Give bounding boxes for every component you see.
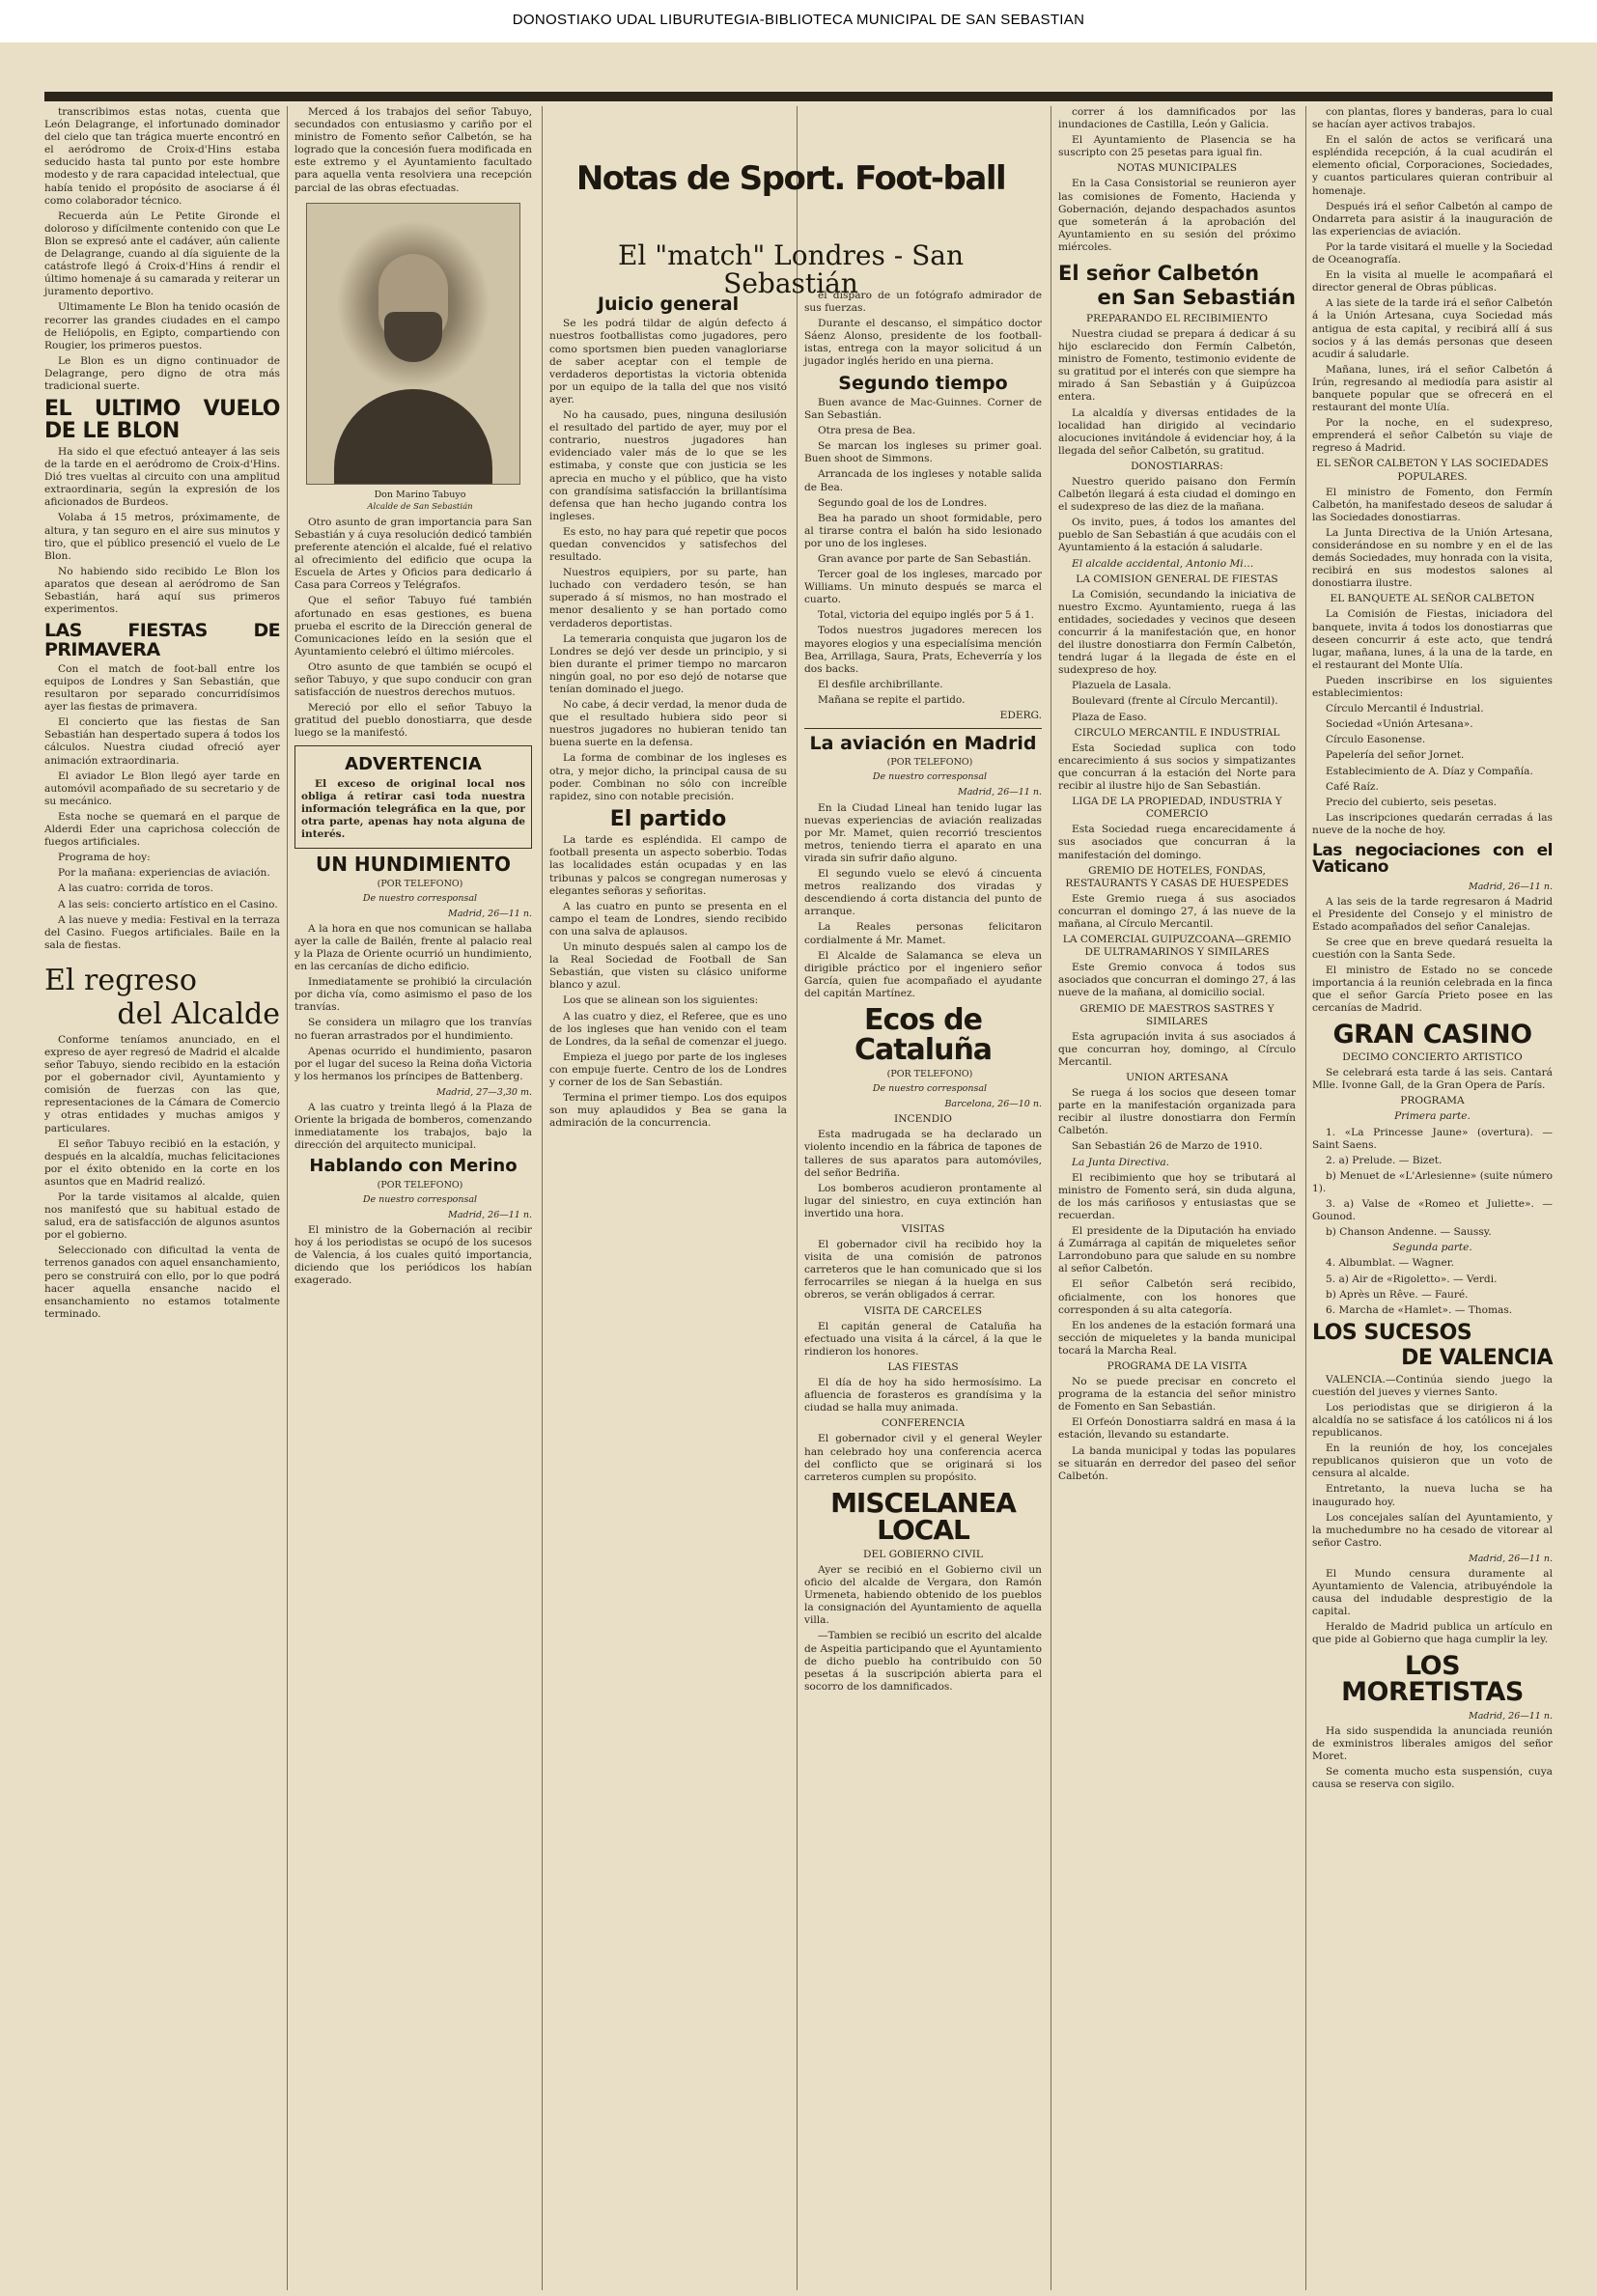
list-item: Papelería del señor Jornet. [1326, 749, 1465, 762]
section-segundo-tiempo: Segundo tiempo [838, 372, 1008, 394]
subsection-heading: INCENDIO [894, 1113, 952, 1126]
top-rule [44, 92, 1553, 101]
article-text: Durante el descanso, el simpático doctor Sáenz Alonso, presidente de los football-istas, entrega con la mayor solicitud á un jugador inglés herido en una pierna. [804, 318, 1042, 368]
program-item: A las nueve y media: Festival en la terraza del Casino. Fuegos artificiales. Baile en la sala de fiestas. [44, 913, 280, 951]
dateline: San Sebastián 26 de Marzo de 1910. [1072, 1140, 1263, 1153]
program-part: Primera parte. [1394, 1110, 1471, 1123]
subsection-heading: UNION ARTESANA [1126, 1072, 1228, 1083]
article-text: El ministro de Fomento, don Fermín Calbetón, ha manifestado deseos de saludar á las Sociedades donostiarras. [1312, 486, 1553, 523]
article-signature: El alcalde accidental, Antonio Mi… [1072, 557, 1254, 570]
headline-alcalde: del Alcalde [117, 997, 280, 1032]
subsection-heading: VISITAS [901, 1223, 945, 1235]
article-text: El señor Tabuyo recibió en la estación, y después en la alcaldía, muchas felicitaciones por el éxito obtenido en la corte en los asuntos que en Madrid realizó. [44, 1137, 280, 1188]
article-text: VALENCIA.—Continúa siendo juego la cuestión del jueves y viernes Santo. [1312, 1373, 1553, 1398]
article-text: La forma de combinar de los ingleses es otra, y mejor dicho, la principal causa de su poder. Combinan no sólo con increíble rapidez, sino con notable precisión. [549, 752, 787, 802]
headline-merino: Hablando con Merino [309, 1156, 518, 1177]
article-text: A las cuatro y diez, el Referee, que es uno de los ingleses que han venido con el team de Londres, da la señal de comenzar el juego. [549, 1010, 788, 1048]
article-text: El aviador Le Blon llegó ayer tarde en automóvil acompañado de su secretario y de su mecánico. [44, 770, 280, 807]
match-note: Total, victoria del equipo inglés por 5 á 1. [818, 609, 1034, 622]
article-text: Esta noche se quemará en el parque de Alderdi Eder una caprichosa colección de fuegos artificiales. [44, 810, 280, 849]
portrait-role: Alcalde de San Sebastián [367, 501, 473, 512]
program-item: Por la mañana: experiencias de aviación. [58, 867, 270, 880]
program-item: b) Après un Rêve. — Fauré. [1326, 1288, 1469, 1301]
subsection-heading: PREPARANDO EL RECIBIMIENTO [1086, 312, 1268, 324]
article-text: En la Casa Consistorial se reunieron ayer las comisiones de Fomento, Hacienda y Gobernación, dejando despachados asuntos que someterán á la aprobación del Ayuntamiento en su sesión del próximo miércoles. [1058, 178, 1296, 253]
portrait-figure [334, 389, 492, 484]
program-heading: Programa de hoy: [58, 852, 151, 864]
list-item: Círculo Easonense. [1326, 734, 1426, 746]
subheadline-match: El "match" Londres - San Sebastián [617, 239, 965, 300]
byline-corresponsal: De nuestro corresponsal [872, 771, 988, 783]
article-text: A las seis de la tarde regresaron á Madrid el Presidente del Consejo y el ministro de Estado acompañados del señor Canalejas. [1312, 895, 1553, 933]
article-text: La Junta Directiva de la Unión Artesana, considerándose en su nombre y en el de las demás Sociedades, muy honrada con la visita, recibirá en sus modestos salones al donostiarra ilustre. [1312, 526, 1553, 590]
section-el-partido: El partido [609, 806, 727, 831]
article-text: A las cuatro en punto se presenta en el campo el team de Londres, siendo recibido con una salva de aplausos. [549, 900, 787, 938]
article-text: Después irá el señor Calbetón al campo de Ondarreta para asistir á la inauguración de las experiencias de aviación. [1312, 200, 1553, 238]
byline-telefono: (POR TELEFONO) [377, 878, 463, 889]
article-text: Os invito, pues, á todos los amantes del pueblo de San Sebastián á que acudáis con el Ayuntamiento á la estación á saludarle. [1058, 517, 1296, 554]
article-text: Mereció por ello el señor Tabuyo la gratitud del pueblo donostiarra, que desde luego se la manifestó. [294, 702, 532, 740]
article-text: Volaba á 15 metros, próximamente, de altura, y tan seguro en el aire sus minutos y tiro, que el público presenció el vuelo de Le Blon. [44, 512, 280, 562]
program-item: 4. Albumblat. — Wagner. [1326, 1257, 1455, 1270]
headline-spacer [804, 106, 1042, 290]
article-text: Recuerda aún Le Petite Gironde el doloroso y difícilmente contenido con que Le Blon se expresó ante el cadáver, aún caliente de Delagrange, cuando al día siguiente de la catástrofe llegó á Croix-d'Hins á rendir el último homenaje á su camarada y reiterar un juramento deportivo. [44, 210, 280, 298]
article-signature: EDERG. [999, 710, 1042, 721]
dateline: Barcelona, 26—10 n. [944, 1099, 1042, 1110]
article-text: En los andenes de la estación formará una sección de miqueletes y la banda municipal tocará la Marcha Real. [1058, 1319, 1296, 1357]
list-item: Plaza de Easo. [1072, 711, 1147, 723]
headline-vaticano: Las negociaciones con el Vaticano [1312, 840, 1553, 878]
byline-telefono: (POR TELEFONO) [377, 1179, 463, 1190]
portrait-beard [384, 312, 442, 362]
article-text: Los concejales salían del Ayuntamiento, y la muchedumbre no ha cesado de vitorear al señor Castro. [1312, 1511, 1553, 1549]
article-text: Inmediatamente se prohibió la circulación por dicha vía, como asimismo el paso de los tranvías. [294, 976, 532, 1014]
columns [44, 106, 1553, 2290]
program-part: Segunda parte. [1392, 1242, 1472, 1254]
program-item: 1. «La Princesse Jaune» (overtura). — Saint Saens. [1312, 1126, 1553, 1151]
match-note: Buen avance de Mac-Guinnes. Corner de San Sebastián. [804, 396, 1042, 422]
match-note: Se marcan los ingleses su primer goal. Buen shoot de Simmons. [804, 440, 1042, 465]
article-text: Se cree que en breve quedará resuelta la cuestión con la Santa Sede. [1312, 937, 1553, 962]
article-text: Entretanto, la nueva lucha se ha inaugurado hoy. [1312, 1483, 1553, 1508]
headline-calbeton-san-sebastian: en San Sebastián [1097, 286, 1296, 310]
dateline: Madrid, 26—11 n. [447, 908, 532, 919]
article-text: Heraldo de Madrid publica un artículo en que pide al Gobierno que haga cumplir la ley. [1312, 1621, 1553, 1646]
article-text: correr á los damnificados por las inundaciones de Castilla, León y Galicia. [1058, 106, 1296, 131]
article-text: Las inscripciones quedarán cerradas á las nueve de la noche de hoy. [1312, 811, 1553, 836]
article-text: No habiendo sido recibido Le Blon los aparatos que desean al aeródromo de San Sebastián, hará aquí sus primeros experimentos. [44, 565, 280, 616]
article-text: Nuestro querido paisano don Fermín Calbetón llegará á esta ciudad el domingo en el sudexpreso de las diez de la mañana. [1058, 475, 1296, 514]
article-text: Se ruega á los socios que deseen tomar parte en la manifestación organizada para recibir al ilustre donostiarra don Fermín Calbetón. [1058, 1087, 1296, 1137]
byline-corresponsal: De nuestro corresponsal [362, 1193, 478, 1205]
column-4 [804, 106, 1042, 2290]
article-text: El Orfeón Donostiarra saldrá en masa á la estación, llevando su estandarte. [1058, 1416, 1296, 1442]
program-item: 6. Marcha de «Hamlet». — Thomas. [1326, 1303, 1513, 1316]
article-text: Se considera un milagro que los tranvías no fueran arrastrados por el hundimiento. [294, 1017, 532, 1042]
section-rule [804, 728, 1042, 729]
headline-calbeton: El señor Calbetón [1058, 262, 1260, 286]
article-text: Es esto, no hay para qué repetir que pocos quedan convencidos y satisfechos del resultado. [549, 525, 787, 564]
library-banner [0, 0, 1597, 39]
article-text: El segundo vuelo se elevó á cincuenta metros realizando dos viradas y descendiendo á corta distancia del punto de arranque. [804, 868, 1042, 918]
match-note: El desfile archibrillante. [818, 678, 943, 690]
library-banner-text: DONOSTIAKO UDAL LIBURUTEGIA-BIBLIOTECA MUNICIPAL DE SAN SEBASTIAN [512, 11, 1085, 28]
article-text: En el salón de actos se verificará una espléndida recepción, á la cual acudirán el elemento oficial, Corporaciones, Sociedades, y cuantos particulares quieran contribuir al homenaje. [1312, 134, 1553, 197]
headline-aviacion-madrid: La aviación en Madrid [809, 733, 1037, 755]
match-note: Gran avance por parte de San Sebastián. [818, 552, 1032, 565]
article-text: Con el match de foot-ball entre los equipos de Londres y San Sebastián, que resultaron por separado concurridísimos ayer las fiestas de primavera. [44, 662, 280, 714]
article-text: No cabe, á decir verdad, la menor duda de que el resultado hubiera sido peor si nuestros jugadores no hubieran tenido tan buena suerte en la defensa. [549, 699, 787, 749]
article-text: No ha causado, pues, ninguna desilusión el resultado del partido de ayer, muy por el contrario, nuestros jugadores han evidenciado valer más de lo que se les estimaba, y conste que con justicia se les aprecia en mucho y el público, que ha visto con grandísima satisfacción la brillantísima defensa que han hecho jugando contra los ingleses. [549, 409, 787, 522]
article-text: Ha sido el que efectuó anteayer á las seis de la tarde en el aeródromo de Croix-d'Hins. Dió tres vueltas al circuito con una amplitud extraordinaria, según la expresión de los aficionados de Burdeos. [44, 445, 280, 509]
program-item: b) Chanson Andenne. — Saussy. [1326, 1226, 1492, 1239]
byline-telefono: (POR TELEFONO) [886, 1069, 973, 1080]
match-note: Tercer goal de los ingleses, marcado por Williams. Un minuto después se marca el cuarto. [804, 569, 1042, 606]
article-text: Otro asunto de que también se ocupó el señor Tabuyo, y que supo conducir con gran satisfacción de nuestros derechos mutuos. [294, 660, 532, 699]
dateline: Madrid, 26—11 n. [957, 787, 1042, 798]
article-text: Se comenta mucho esta suspensión, cuya causa se reserva con sigilo. [1312, 1765, 1553, 1791]
article-text: El Ayuntamiento de Plasencia se ha suscripto con 25 pesetas para igual fin. [1058, 134, 1296, 159]
headline-advertencia: ADVERTENCIA [345, 754, 482, 775]
article-text: A la hora en que nos comunican se hallaba ayer la calle de Bailén, frente al palacio real y la Plaza de Oriente ocurrió un hundimiento, en las cercanías de dicho edificio. [294, 922, 532, 973]
column-5 [1058, 106, 1296, 2290]
article-text: Los que se alinean son los siguientes: [563, 994, 759, 1007]
subsection-heading: PROGRAMA DE LA VISITA [1107, 1359, 1247, 1372]
article-text: el disparo de un fotógrafo admirador de sus fuerzas. [804, 290, 1042, 315]
article-text: El recibimiento que hoy se tributará al ministro de Fomento será, sin duda alguna, de los más cariñosos y entusiastas que se recuerdan. [1058, 1171, 1296, 1221]
article-text: Termina el primer tiempo. Los dos equipos son muy aplaudidos y Bea se gana la admiración de la concurrencia. [549, 1092, 787, 1130]
article-text: Por la noche, en el sudexpreso, emprenderá el señor Calbetón su viaje de regreso á Madrid. [1312, 417, 1553, 455]
match-note: Otra presa de Bea. [818, 425, 916, 437]
subsection-heading: CONFERENCIA [881, 1417, 966, 1430]
advertencia-box [294, 745, 532, 849]
section-juicio-general: Juicio general [597, 294, 740, 315]
article-text: —Tambien se recibió un escrito del alcalde de Aspeitia participando que el Ayuntamiento de dicho pueblo ha contribuido con 50 pesetas á la suscripción abierta para el socorro de los damnificados. [804, 1630, 1042, 1693]
list-item: Plazuela de Lasala. [1072, 680, 1172, 692]
article-text: Por la tarde visitamos al alcalde, quien nos manifestó que su habitual estado de salud, era de satisfacción de algunos asuntos por el gobierno. [44, 1191, 280, 1242]
match-note: Bea ha parado un shoot formidable, pero al tirarse contra el balón ha sido lesionado por uno de los ingleses. [804, 512, 1042, 549]
subsection-heading: NOTAS MUNICIPALES [1116, 162, 1238, 175]
headline-gran-casino: GRAN CASINO [1332, 1019, 1532, 1050]
dateline: Madrid, 26—11 n. [1468, 1553, 1553, 1564]
program-item: 2. a) Prelude. — Bizet. [1326, 1154, 1443, 1166]
article-text: Conforme teníamos anunciado, en el expreso de ayer regresó de Madrid el alcalde señor Tabuyo, siendo recibido en la estación por el gobernador civil, Ayuntamiento y comisión de fuerzas con las que, representaciones de la Cámara de Comercio y otras entidades y muchas amigos y particulares. [44, 1033, 280, 1134]
program-item: 5. a) Air de «Rigoletto». — Verdi. [1326, 1273, 1498, 1285]
article-text: El ministro de la Gobernación al recibir hoy á los periodistas se ocupó de los sucesos de Valencia, á los cuales quitó importancia, diciendo que los periódicos los habían exagerado. [294, 1223, 532, 1287]
newspaper-page [0, 42, 1597, 2296]
match-note: Arrancada de los ingleses y notable salida de Bea. [804, 468, 1042, 493]
article-text: Un minuto después salen al campo los de la Real Sociedad de Football de San Sebastián, que visten su clásico uniforme blanco y azul. [549, 941, 787, 992]
article-text: A las cuatro y treinta llegó á la Plaza de Oriente la brigada de bomberos, comenzando inmediatamente los trabajos, bajo la dirección del arquitecto municipal. [294, 1101, 532, 1152]
portrait-caption [294, 489, 532, 514]
match-note: Mañana se repite el partido. [818, 693, 966, 706]
subsection-heading: LAS FIESTAS [887, 1360, 959, 1373]
subsection-heading: DECIMO CONCIERTO ARTISTICO [1342, 1051, 1523, 1064]
article-text: A las siete de la tarde irá el señor Calbetón á la Unión Artesana, cuya Sociedad más antigua de esta capital, y recibirá allí á sus socios y á las demás personas que deseen acudir á saludarle. [1312, 297, 1553, 360]
subsection-heading: GREMIO DE HOTELES, FONDAS, RESTAURANTS Y CASAS DE HUESPEDES [1065, 864, 1289, 889]
column-6 [1312, 106, 1553, 2290]
article-text: transcribimos estas notas, cuenta que León Delagrange, el infortunado dominador del cielo que tan trágica muerte encontró en el aeródromo de Croix-d'Hins estaba seducido hasta tal punto por este hombre modesto y de rara capacidad intelectual, que había tenido el propósito de asociarse á él como colaborador técnico. [44, 106, 280, 207]
headline-hundimiento: UN HUNDIMIENTO [315, 853, 512, 877]
article-text: Le Blon es un digno continuador de Delagrange, pero digno de otra más tradicional suerte. [44, 354, 280, 392]
program-heading: PROGRAMA [1400, 1095, 1465, 1107]
headline-ecos-cataluna: Ecos de Cataluña [854, 1002, 993, 1067]
article-text: Merced á los trabajos del señor Tabuyo, secundados con entusiasmo y cariño por el ministro de Fomento señor Calbetón, se ha logrado que la concesión fuera modificada en este extremo y el Ayuntamiento facultado para aquella venta resolviera una recepción parcial de las obras efectuadas. [294, 106, 532, 194]
article-text: Que el señor Tabuyo fué también afortunado en esas gestiones, es buena prueba el escrito de la Dirección general de Comunicaciones leído en la sesión que el Ayuntamiento celebró el último miércoles. [294, 595, 532, 658]
list-item: Sociedad «Unión Artesana». [1326, 718, 1473, 731]
dateline: Madrid, 27—3,30 m. [436, 1086, 532, 1098]
subsection-heading: VISITA DE CARCELES [864, 1304, 982, 1317]
portrait-image [306, 203, 520, 485]
article-text: La alcaldía y diversas entidades de la localidad han dirigido al vecindario alocuciones invitándole á evidenciar hoy, á la llegada del señor Calbetón, su gratitud. [1058, 406, 1296, 457]
article-text: Precio del cubierto, seis pesetas. [1326, 796, 1497, 808]
article-text: Ayer se recibió en el Gobierno civil un oficio del alcalde de Vergara, don Ramón Urmeneta, habiendo obtenido de los pueblos la consignación del Ayuntamiento de aquella villa. [804, 1563, 1042, 1627]
article-text: En la visita al muelle le acompañará el director general de Obras públicas. [1312, 269, 1553, 294]
list-item: Círculo Mercantil é Industrial. [1326, 703, 1484, 715]
dateline: Madrid, 26—11 n. [447, 1209, 532, 1220]
article-text: Por la tarde visitará el muelle y la Sociedad de Oceanografía. [1312, 240, 1553, 266]
article-text: Nuestros equipiers, por su parte, han luchado con verdadero tesón, se han superado á sí mismos, no han mostrado el menor desaliento y se han portado como verdaderos deportistas. [549, 567, 787, 630]
article-text: con plantas, flores y banderas, para lo cual se hacían ayer activos trabajos. [1312, 106, 1553, 131]
byline-corresponsal: De nuestro corresponsal [362, 892, 478, 904]
article-text: Se les podrá tildar de algún defecto á nuestros footballistas como jugadores, pero como sportsmen bien pueden vanagloriarse de saber aceptar con el temple de verdaderos deportistas la victoria obtenida por un equipo de la talla del que nos visitó ayer. [549, 318, 787, 406]
byline-corresponsal: De nuestro corresponsal [872, 1083, 988, 1095]
article-text: Otro asunto de gran importancia para San Sebastián y á cuya resolución dedicó también preferente atención el alcalde, fué el relativo al ofrecimiento del edificio que ocupa la Escuela de Artes y Oficios para dedicarlo á Casa para Correos y Telégrafos. [294, 516, 532, 592]
advertencia-text: El exceso de original local nos obliga á retirar casi toda nuestra información telegráfica en la que, por otra parte, apenas hay nota alguna de interés. [301, 777, 525, 841]
program-item: A las cuatro: corrida de toros. [58, 882, 213, 895]
portrait-name: Don Marino Tabuyo [374, 489, 466, 500]
article-text: El concierto que las fiestas de San Sebastián han despertado supera á todos los cálculos. Nuestra ciudad ofreció ayer animación extraordinaria. [44, 716, 280, 767]
program-item: 3. a) Valse de «Romeo et Juliette». — Gounod. [1312, 1198, 1553, 1223]
article-text: El presidente de la Diputación ha enviado á Zumárraga al capitán de miqueletes señor Larrondobuno para que salude en su nombre al señor Calbetón. [1058, 1225, 1296, 1275]
subsection-heading: DONOSTIARRAS: [1131, 460, 1223, 472]
article-signature: La Junta Directiva. [1072, 1156, 1170, 1168]
list-item: Café Raíz. [1326, 780, 1379, 793]
subsection-heading: LIGA DE LA PROPIEDAD, INDUSTRIA Y COMERCIO [1072, 796, 1282, 821]
article-text: El Mundo censura duramente al Ayuntamiento de Valencia, atribuyéndole la causa del indudable desprestigio de la capital. [1312, 1567, 1553, 1618]
headline-moretistas: LOS MORETISTAS [1341, 1650, 1524, 1708]
subsection-heading: EL BANQUETE AL SEÑOR CALBETON [1330, 593, 1535, 605]
article-text: El día de hoy ha sido hermosísimo. La afluencia de forasteros es grandísima y la ciudad se halla muy animada. [804, 1377, 1042, 1414]
article-text: La Comisión de Fiestas, iniciadora del banquete, invita á todos los donostiarras que deseen concurrir á este acto, que tendrá lugar, mañana, lunes, á la una de la tarde, en el restaurant del Monte Ulía. [1312, 608, 1553, 671]
subsection-heading: GREMIO DE MAESTROS SASTRES Y SIMILARES [1079, 1002, 1275, 1027]
dateline: Madrid, 26—11 n. [1468, 881, 1553, 892]
article-text: El señor Calbetón será recibido, oficialmente, con los honores que corresponden á su alta categoría. [1058, 1278, 1296, 1316]
article-text: El gobernador civil y el general Weyler han celebrado hoy una conferencia acerca del conflicto que se originará si los carreteros cumplen su propósito. [804, 1433, 1042, 1483]
match-note: Todos nuestros jugadores merecen los mayores elogios y una especialísima mención Bea, Arrillaga, Saura, Prats, Echeverría y los dos backs. [804, 625, 1042, 675]
article-text: Apenas ocurrido el hundimiento, pasaron por el lugar del suceso la Reina doña Victoria y los hermanos los príncipes de Battenberg. [294, 1045, 532, 1082]
article-text: Este Gremio ruega á sus asociados concurran el domingo 27, á las nueve de la mañana, al Círculo Mercantil. [1058, 892, 1296, 930]
article-text: Esta Sociedad suplica con todo encarecimiento á sus socios y simpatizantes que concurran á la estación del Norte para recibir al ilustre hijo de San Sebastián. [1058, 742, 1296, 793]
subsection-heading: CIRCULO MERCANTIL E INDUSTRIAL [1074, 726, 1280, 739]
article-text: Este Gremio convoca á todos sus asociados que concurran el domingo 27, á las nueve de la mañana, al domicilio social. [1058, 962, 1296, 999]
article-text: En la reunión de hoy, los concejales republicanos quisieron que un voto de censura al alcalde. [1312, 1442, 1553, 1480]
article-text: Esta agrupación invita á sus asociados á que concurran hoy, domingo, al Círculo Mercantil. [1058, 1030, 1296, 1068]
article-text: Nuestra ciudad se prepara á dedicar á su hijo esclarecido don Fermín Calbetón, ministro de Fomento, testimonio evidente de su gratitud por el interés con que siempre ha mirado á San Sebastián y á Guipúzcoa entera. [1058, 327, 1296, 404]
article-text: El ministro de Estado no se concede importancia á la reunión celebrada en la finca que el señor García Prieto posee en las cercanías de Madrid. [1312, 965, 1553, 1015]
subsection-heading: EL SEÑOR CALBETON Y LAS SOCIEDADES POPULARES. [1316, 458, 1549, 483]
program-item: b) Menuet de «L'Arlesienne» (suite número 1). [1312, 1169, 1553, 1194]
column-1 [44, 106, 280, 2290]
article-text: Empieza el juego por parte de los ingleses con empuje fuerte. Centro de los de Londres y corner de los de San Sebastián. [549, 1050, 787, 1088]
subsection-heading: LA COMERCIAL GUIPUZCOANA—GREMIO DE ULTRAMARINOS Y SIMILARES [1062, 934, 1292, 959]
article-text: Esta Sociedad ruega encarecidamente á sus asociados que concurran á la manifestación del domingo. [1058, 824, 1296, 861]
article-text: Los bomberos acudieron prontamente al lugar del siniestro, en cuya extinción han invertido una hora. [804, 1182, 1042, 1219]
list-item: Establecimiento de A. Díaz y Compañía. [1326, 765, 1533, 777]
headline-fiestas-primavera: LAS FIESTAS DE PRIMAVERA [44, 620, 280, 660]
headline-notas-sport: Notas de Sport. Foot-ball [575, 159, 1006, 198]
list-item: Boulevard (frente al Círculo Mercantil). [1072, 695, 1278, 708]
subsection-heading: LA COMISION GENERAL DE FIESTAS [1076, 573, 1278, 585]
article-text: Mañana, lunes, irá el señor Calbetón á Irún, regresando al mediodía para asistir al banquete popular que se ofrecerá en el restaurant del monte Ulía. [1312, 363, 1553, 414]
article-text: El Alcalde de Salamanca se eleva un dirigible práctico por el ingeniero señor García, quien fue acompañado el ayudante del capitán Martínez. [804, 949, 1042, 999]
program-item: A las seis: concierto artístico en el Casino. [58, 898, 278, 910]
article-text: El capitán general de Cataluña ha efectuado una visita á la cárcel, á la que le rindieron los honores. [804, 1320, 1042, 1358]
headline-sucesos: LOS SUCESOS [1312, 1320, 1472, 1345]
headline-ultimo-vuelo: EL ULTIMO VUELO DE LE BLON [44, 397, 280, 443]
article-text: Los periodistas que se dirigieron á la alcaldía no se satisface á los católicos ni á los republicanos. [1312, 1401, 1553, 1440]
headline-miscelanea: MISCELANEA LOCAL [830, 1486, 1016, 1547]
byline-telefono: (POR TELEFONO) [886, 757, 973, 769]
article-text: Se celebrará esta tarde á las seis. Cantará Mlle. Ivonne Gall, de la Gran Opera de París. [1312, 1067, 1553, 1092]
headline-valencia: DE VALENCIA [1401, 1346, 1553, 1371]
article-text: Pueden inscribirse en los siguientes establecimientos: [1312, 674, 1553, 700]
article-text: El gobernador civil ha recibido hoy la visita de una comisión de patronos carreteros que le han comunicado que si los ferrocarriles se niegan á la huelga en sus obreros, se verán obligados á cerrar. [804, 1239, 1042, 1302]
article-text: La Reales personas felicitaron cordialmente á Mr. Mamet. [804, 921, 1042, 946]
article-text: Ultimamente Le Blon ha tenido ocasión de recorrer las grandes ciudades en el campo de Heliópolis, en Egipto, compartiendo con Rougier, los primeros puestos. [44, 301, 280, 351]
article-text: La tarde es espléndida. El campo de football presenta un aspecto soberbio. Todas las localidades están ocupadas y en las tribunas y palcos se congregan numerosas y elegantes señoras y señoritas. [549, 834, 787, 897]
article-text: Seleccionado con dificultad la venta de terrenos ganados con aquel ensanchamiento, pero se construirá con ello, por lo que podrá hacer aquella ensanche nacido el ensanchamiento no estamos totalmente terminado. [44, 1245, 280, 1320]
match-note: Segundo goal de los de Londres. [818, 496, 988, 509]
subsection-heading: DEL GOBIERNO CIVIL [863, 1548, 983, 1560]
article-text: No se puede precisar en concreto el programa de la estancia del señor ministro de Fomento en San Sebastián. [1058, 1376, 1296, 1414]
article-text: Esta madrugada se ha declarado un violento incendio en la fábrica de tapones de talleres de sus aparatos para automóviles, del señor Bedriña. [804, 1129, 1042, 1179]
dateline: Madrid, 26—11 n. [1468, 1710, 1553, 1722]
article-text: La Comisión, secundando la iniciativa de nuestro Excmo. Ayuntamiento, ruega á las entidades, sociedades y vecinos que deseen concurrir á la manifestación que, en honor del ilustre donostiarra don Fermín Calbetón, tendrá lugar á la llegada de éste en el sudexpreso de hoy. [1058, 588, 1296, 677]
column-2 [294, 106, 532, 2290]
headline-regreso: El regreso [44, 963, 197, 997]
article-text: La banda municipal y todas las populares se situarán en derredor del paseo del señor Calbetón. [1058, 1444, 1296, 1482]
article-text: Ha sido suspendida la anunciada reunión de exministros liberales amigos del señor Moret. [1312, 1724, 1553, 1762]
article-text: La temeraria conquista que jugaron los de Londres se dejó ver desde un principio, y si bien durante el primer tiempo no marcaron ningún goal, no por eso dejó de notarse que tenían dominado el juego. [549, 632, 787, 695]
article-text: En la Ciudad Lineal han tenido lugar las nuevas experiencias de aviación realizadas por Mr. Mamet, quien recorrió trescientos metros, teniendo tierra el aparato en una virada sin sufrir daño alguno. [804, 801, 1042, 864]
